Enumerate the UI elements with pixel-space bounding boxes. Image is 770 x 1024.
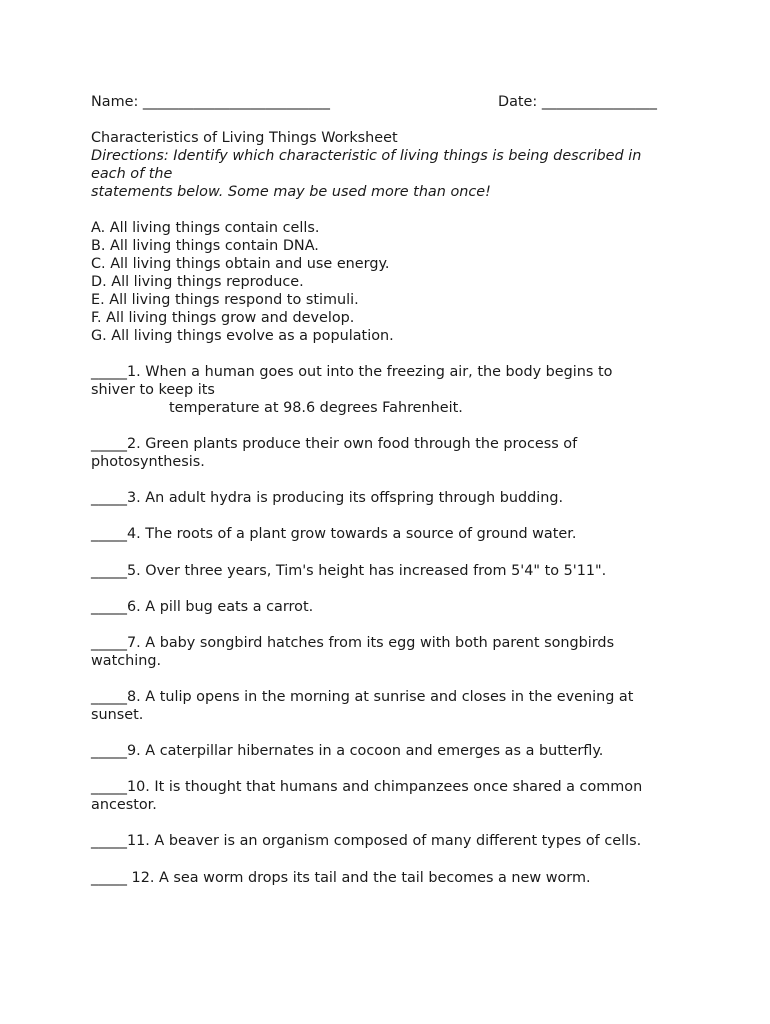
question-2 <box>91 435 691 471</box>
question-text-continued: temperature at 98.6 degrees Fahrenheit. <box>169 400 463 416</box>
question-text-continued: watching. <box>91 653 162 669</box>
question-text: _____5. Over three years, Tim's height has increased from 5'4" to 5'11". <box>91 563 607 579</box>
question-text: _____11. A beaver is an organism composed of many different types of cells. <box>91 833 642 849</box>
question-text-continued: photosynthesis. <box>91 454 205 470</box>
question-12 <box>91 869 691 887</box>
question-9 <box>91 742 691 760</box>
directions-line-1: Directions: Identify which characteristic of living things is being described in <box>91 148 642 164</box>
question-text-continued: sunset. <box>91 707 144 723</box>
name-field: Name: __________________________ <box>91 94 330 110</box>
question-text: _____2. Green plants produce their own food through the process of <box>91 436 578 452</box>
characteristic-f: F. All living things grow and develop. <box>91 310 355 326</box>
question-8 <box>91 688 691 724</box>
directions-line-3: statements below. Some may be used more than once! <box>91 184 491 200</box>
question-text: _____6. A pill bug eats a carrot. <box>91 599 314 615</box>
question-10 <box>91 778 691 814</box>
characteristic-g: G. All living things evolve as a population. <box>91 328 394 344</box>
question-text-continued: ancestor. <box>91 797 157 813</box>
question-1 <box>91 363 691 417</box>
question-11 <box>91 832 691 850</box>
question-text: _____9. A caterpillar hibernates in a cocoon and emerges as a butterfly. <box>91 743 604 759</box>
question-5 <box>91 562 691 580</box>
question-text: _____4. The roots of a plant grow towards a source of ground water. <box>91 526 577 542</box>
question-7 <box>91 634 691 670</box>
question-text: _____7. A baby songbird hatches from its egg with both parent songbirds <box>91 635 615 651</box>
characteristic-e: E. All living things respond to stimuli. <box>91 292 359 308</box>
question-text: _____ 12. A sea worm drops its tail and the tail becomes a new worm. <box>91 870 591 886</box>
question-6 <box>91 598 691 616</box>
worksheet-title: Characteristics of Living Things Worksheet <box>91 130 398 146</box>
question-3 <box>91 489 691 507</box>
characteristic-b: B. All living things contain DNA. <box>91 238 319 254</box>
question-text: _____3. An adult hydra is producing its offspring through budding. <box>91 490 564 506</box>
question-text: _____1. When a human goes out into the freezing air, the body begins to <box>91 364 613 380</box>
date-field: Date: ________________ <box>498 94 657 110</box>
directions-line-2: each of the <box>91 166 173 182</box>
characteristic-a: A. All living things contain cells. <box>91 220 320 236</box>
question-4 <box>91 525 691 543</box>
question-text: _____8. A tulip opens in the morning at sunrise and closes in the evening at <box>91 689 634 705</box>
question-text: _____10. It is thought that humans and chimpanzees once shared a common <box>91 779 643 795</box>
question-text-continued: shiver to keep its <box>91 382 215 398</box>
characteristic-c: C. All living things obtain and use energy. <box>91 256 390 272</box>
characteristic-d: D. All living things reproduce. <box>91 274 304 290</box>
